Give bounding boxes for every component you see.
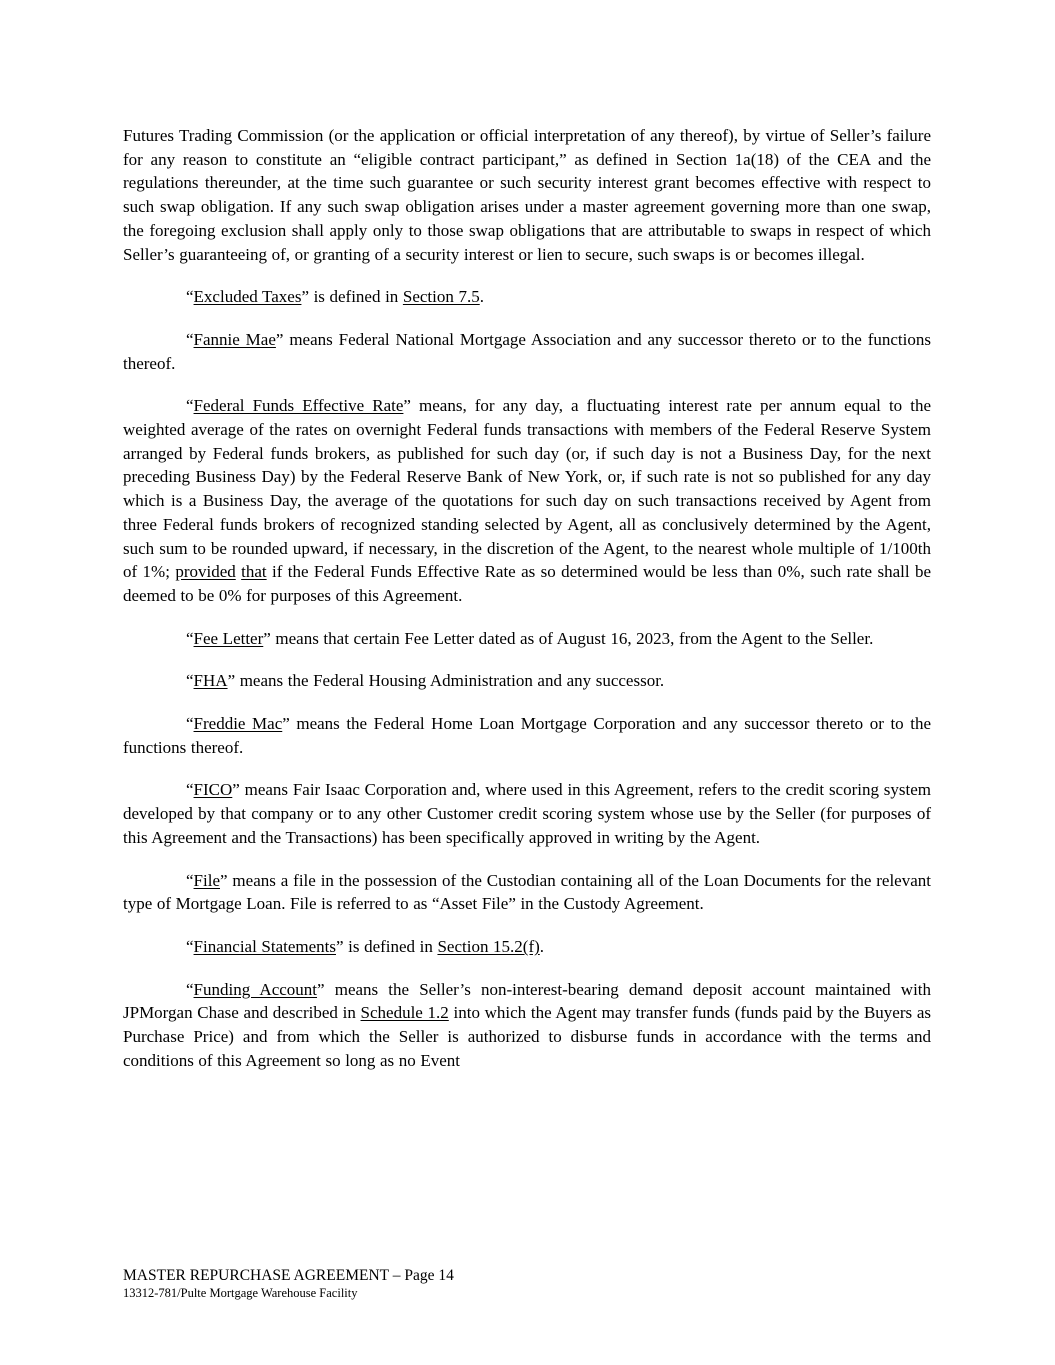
text-run: . (539, 936, 545, 956)
text-run: “ (186, 396, 194, 416)
paragraph-definition-freddie-mac (123, 712, 931, 759)
text-run: . (479, 287, 484, 307)
underlined-term: Section 7.5 (402, 287, 480, 307)
paragraph-definition-excluded-taxes (123, 285, 931, 309)
text-run: ” means Federal National Mortgage Association and any successor thereto or to the functions thereof. (123, 329, 931, 373)
paragraph-definition-financial-statements (123, 935, 931, 959)
document-body (123, 124, 931, 1092)
text-run: ” means Fair Isaac Corporation and, where used in this Agreement, refers to the credit scoring system developed by that company or to any other Customer credit scoring system whose use by the Seller (for purposes of this Agreement and the Transactions) has been specifically approved in writing by the Agent. (123, 780, 931, 847)
text-run: “ (186, 870, 194, 890)
underlined-term: Excluded Taxes (193, 287, 302, 307)
underlined-term: Fee Letter (193, 628, 264, 648)
text-run: Futures Trading Commission (or the application or official interpretation of any thereof), by virtue of Seller’s failure for any reason to constitute an “eligible contract participant,” as defined in Section 1a(18) of the CEA and the regulations thereunder, at the time such guarantee or such security interest grant becomes effective with respect to such swap obligation. If any such swap obligation arises under a master agreement governing more than one swap, the foregoing exclusion shall apply only to those swap obligations that are attributable to swaps in respect of which Seller’s guaranteeing of, or granting of a security interest or lien to secure, such swaps is or becomes illegal. (123, 126, 931, 264)
text-run: “ (186, 780, 194, 800)
paragraph-definition-file (123, 869, 931, 916)
text-run: “ (186, 287, 194, 307)
text-run: “ (186, 628, 194, 648)
underlined-term: Freddie Mac (193, 714, 283, 734)
underlined-term: Fannie Mae (193, 329, 276, 349)
text-run: “ (186, 936, 194, 956)
paragraph-definition-federal-funds-effective-rate (123, 394, 931, 607)
text-run: ” means, for any day, a fluctuating interest rate per annum equal to the weighted average of the rates on overnight Federal funds transactions with members of the Federal Reserve System arranged by Federal funds brokers, as published for such day (or, if such day is not a Business Day, for the next preceding Business Day) by the Federal Reserve Bank of New York, or, if such rate is not so published for any day which is a Business Day, the average of the quotations for such day on such transactions received by Agent from three Federal funds brokers of recognized standing selected by Agent, all as conclusively determined by the Agent, such sum to be rounded upward, if necessary, in the discretion of the Agent, to the nearest whole multiple of 1/100th of 1%; (123, 396, 932, 582)
text-run: ” means a file in the possession of the Custodian containing all of the Loan Documents for the relevant type of Mortgage Loan. File is referred to as “Asset File” in the Custody Agreement. (123, 870, 931, 914)
text-run: ” means the Federal Housing Administration and any successor. (227, 671, 665, 691)
text-run: “ (186, 714, 194, 734)
text-run: ” is defined in (301, 287, 403, 307)
paragraph-definition-fee-letter (123, 627, 931, 651)
paragraph-swap-obligation-continuation (123, 124, 931, 266)
underlined-term: FICO (193, 780, 233, 800)
footer-document-title-page-number: MASTER REPURCHASE AGREEMENT – Page 14 (123, 1267, 454, 1284)
underlined-term: Funding Account (193, 979, 318, 999)
text-run: ” means the Federal Home Loan Mortgage Corporation and any successor thereto or to the functions thereof. (123, 714, 931, 757)
underlined-term: Schedule 1.2 (360, 1003, 449, 1023)
paragraph-definition-fha (123, 669, 931, 693)
underlined-term: File (193, 870, 220, 890)
paragraph-definition-fico (123, 778, 931, 849)
text-run: into which the Agent may transfer funds (funds paid by the Buyers as Purchase Price) and from which the Seller is authorized to disburse funds in accordance with the terms and conditions of this Agreement so long as no Event (123, 1003, 931, 1070)
paragraph-definition-funding-account (123, 978, 931, 1073)
text-run: ” means the Seller’s non-interest-bearing demand deposit account maintained with JPMorgan Chase and described in (123, 979, 932, 1023)
text-run: if the Federal Funds Effective Rate as so determined would be less than 0%, such rate shall be deemed to be 0% for purposes of this Agreement. (123, 562, 932, 605)
text-run: “ (186, 329, 194, 349)
text-run: ” is defined in (336, 936, 438, 956)
underlined-term: that (241, 562, 267, 582)
text-run: ” means that certain Fee Letter dated as of August 16, 2023, from the Agent to the Seller. (263, 628, 874, 648)
underlined-term: Financial Statements (193, 936, 336, 956)
underlined-term: Section 15.2(f) (437, 936, 540, 956)
text-run: “ (186, 979, 194, 999)
text-run: “ (186, 671, 194, 691)
paragraph-definition-fannie-mae (123, 328, 931, 375)
page-footer (123, 1266, 931, 1301)
underlined-term: Federal Funds Effective Rate (193, 396, 404, 416)
underlined-term: provided (175, 562, 236, 582)
footer-file-reference: 13312-781/Pulte Mortgage Warehouse Facility (123, 1286, 358, 1300)
underlined-term: FHA (193, 671, 228, 691)
